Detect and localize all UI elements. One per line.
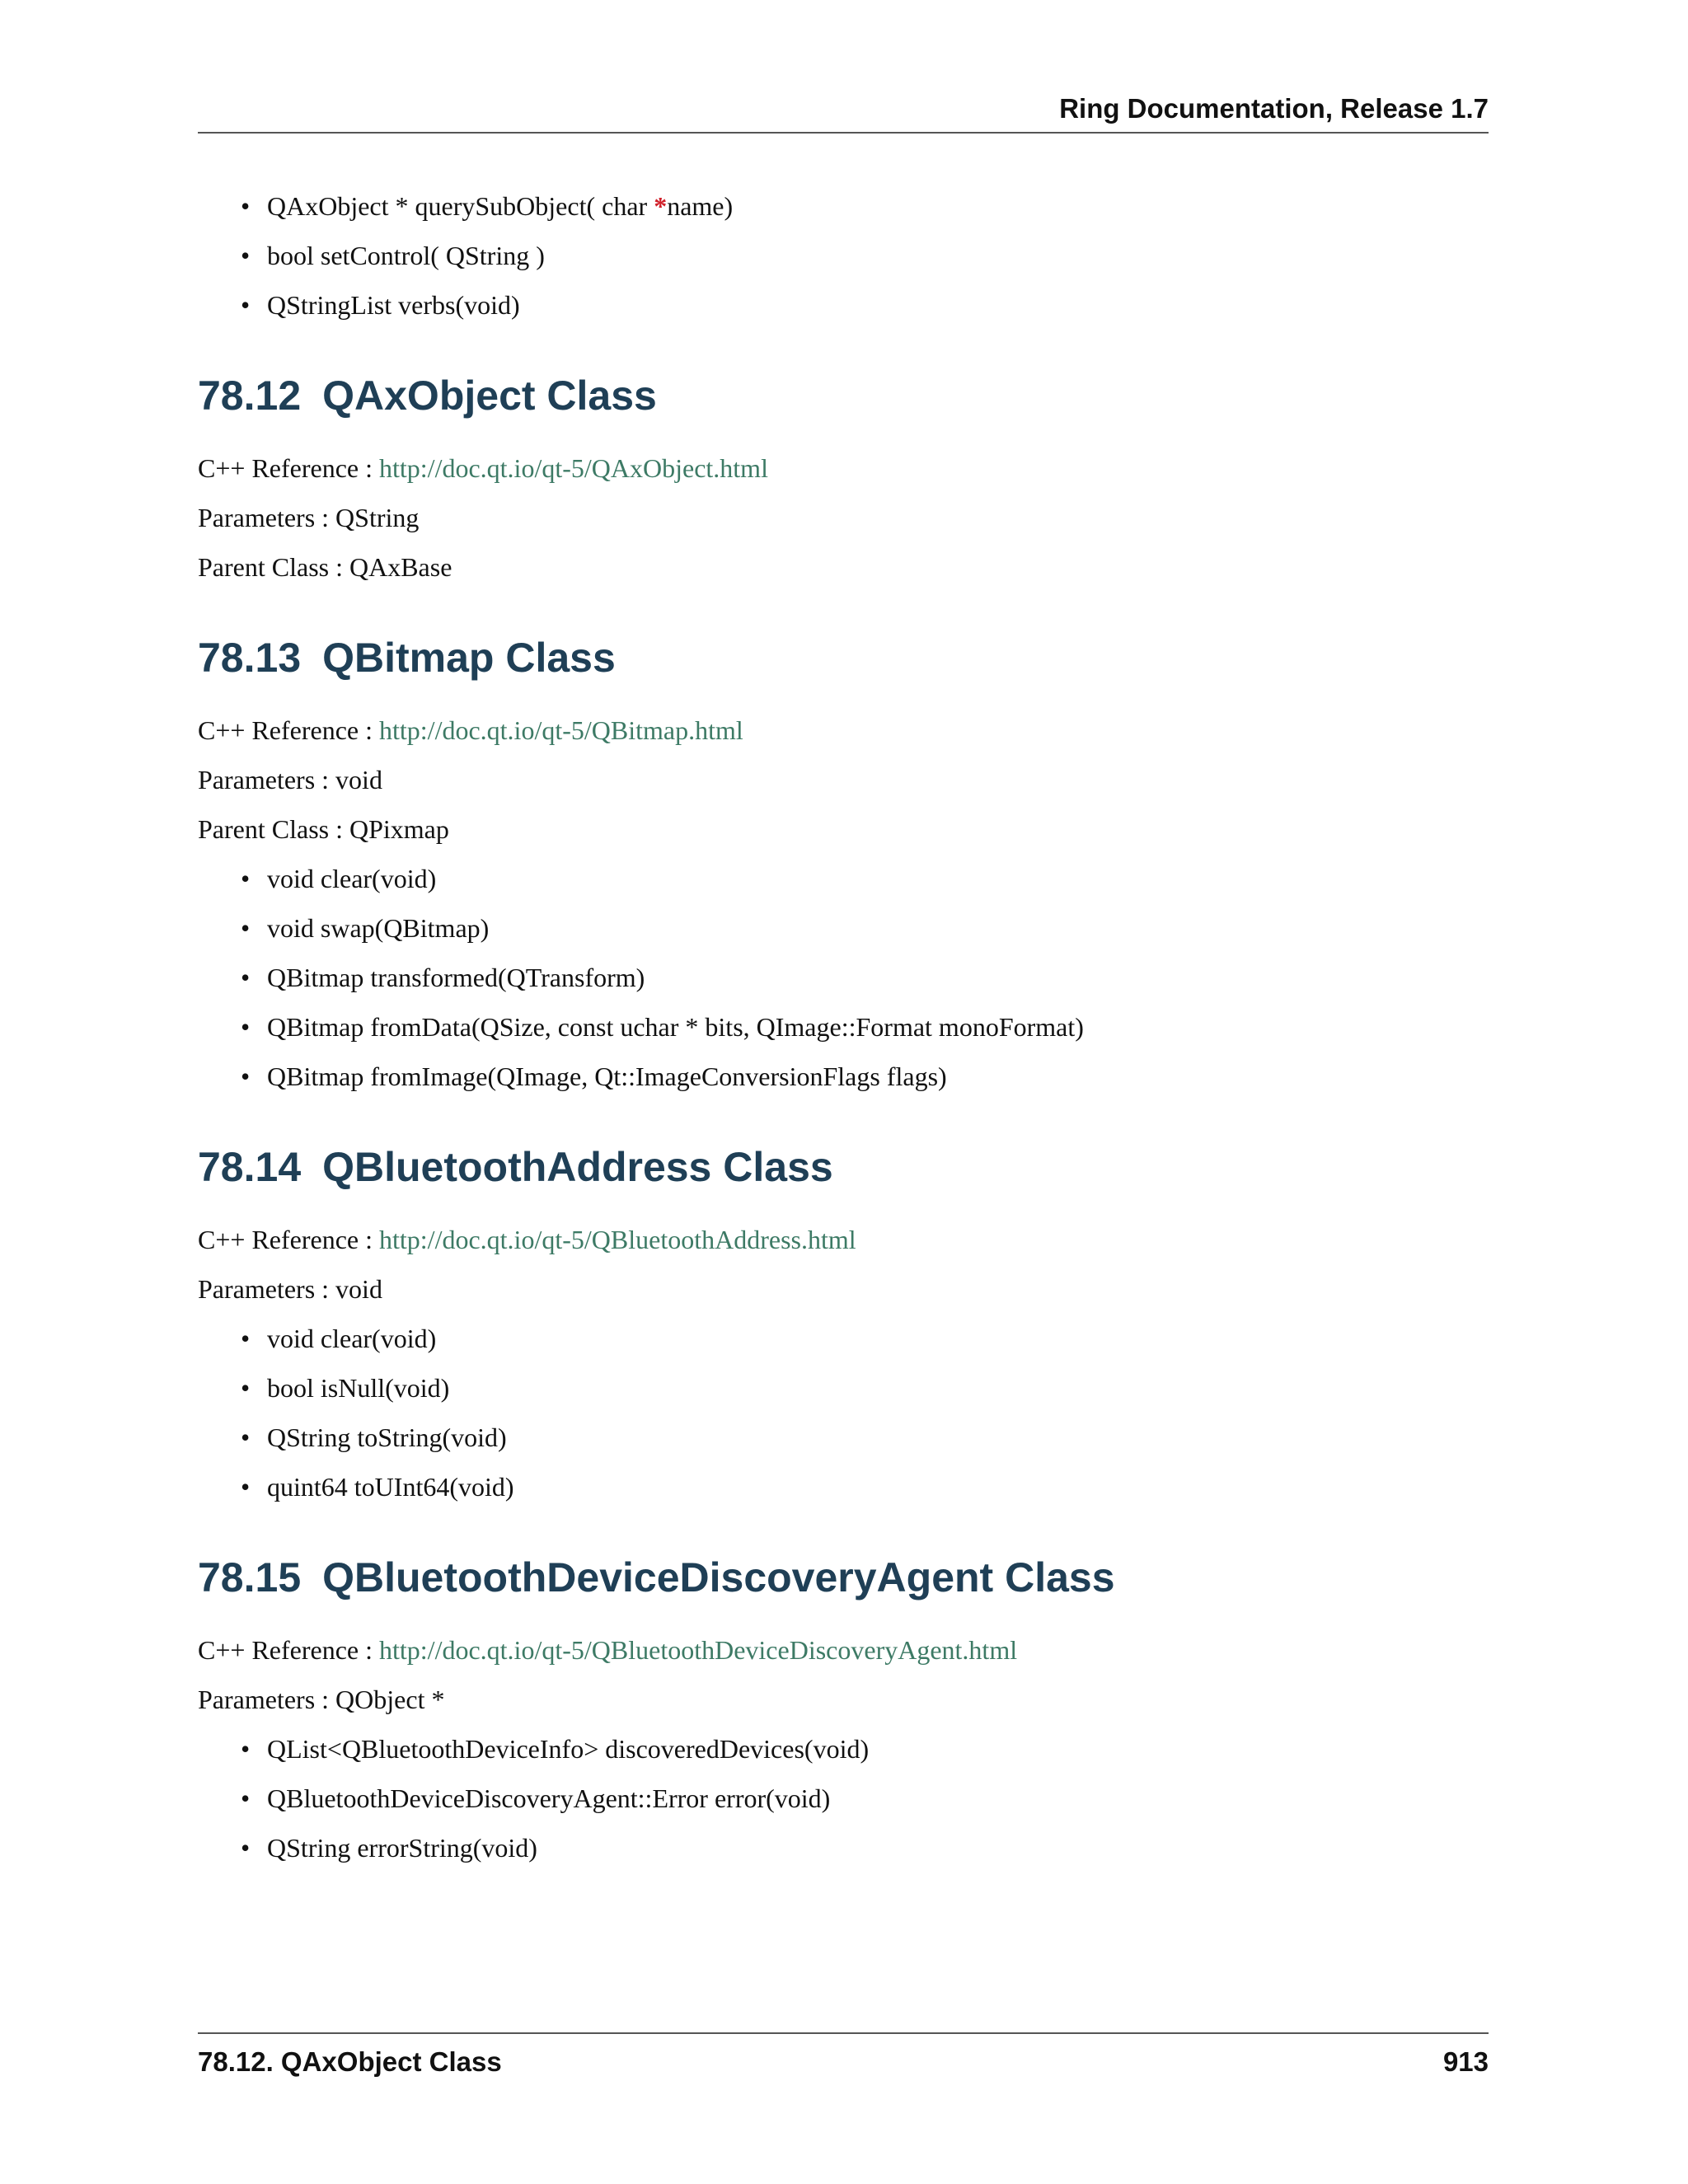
cpp-reference: C++ Reference : http://doc.qt.io/qt-5/QAxObject.html [198, 453, 768, 483]
bullet-icon: • [241, 963, 251, 992]
parameters-line: Parameters : QObject * [198, 1685, 445, 1714]
cpp-reference: C++ Reference : http://doc.qt.io/qt-5/QBluetoothDeviceDiscoveryAgent.html [198, 1635, 1018, 1665]
cpp-reference: C++ Reference : http://doc.qt.io/qt-5/QBluetoothAddress.html [198, 1225, 856, 1254]
bullet-icon: • [241, 1833, 251, 1863]
list-item: • QString toString(void) [241, 1422, 507, 1452]
page-number: 913 [1442, 2046, 1489, 2077]
list-item: • quint64 toUInt64(void) [241, 1472, 514, 1502]
reference-link[interactable]: http://doc.qt.io/qt-5/QBitmap.html [379, 715, 743, 745]
bullet-icon: • [241, 864, 251, 893]
footer-section-title: 78.12. QAxObject Class [198, 2046, 502, 2077]
list-item: • void swap(QBitmap) [241, 913, 490, 943]
parameters-line: Parameters : void [198, 1274, 382, 1304]
header-title: Ring Documentation, Release 1.7 [1059, 93, 1489, 124]
list-item: • QBitmap transformed(QTransform) [241, 963, 645, 992]
page-content [198, 190, 1489, 1881]
bullet-icon: • [241, 1422, 251, 1452]
method-list [198, 1322, 1489, 1520]
cpp-reference: C++ Reference : http://doc.qt.io/qt-5/QBitmap.html [198, 715, 743, 745]
bullet-icon: • [241, 1472, 251, 1502]
bullet-icon: • [241, 241, 251, 270]
page-header [198, 92, 1489, 134]
section-heading: 78.13 QBitmap Class [198, 635, 616, 681]
list-item: • QString errorString(void) [241, 1833, 537, 1863]
bullet-icon: • [241, 290, 251, 320]
list-item: • QBitmap fromImage(QImage, Qt::ImageConversionFlags flags) [241, 1062, 947, 1091]
method-list [198, 862, 1489, 1109]
section-heading: 78.12 QAxObject Class [198, 373, 657, 419]
bullet-icon: • [241, 913, 251, 943]
intro-method-list [198, 190, 1489, 338]
bullet-icon: • [241, 191, 251, 221]
method-list [198, 1732, 1489, 1881]
bullet-icon: • [241, 1324, 251, 1353]
list-item: • QBluetoothDeviceDiscoveryAgent::Error error(void) [241, 1783, 831, 1813]
bullet-icon: • [241, 1373, 251, 1403]
reference-link[interactable]: http://doc.qt.io/qt-5/QBluetoothDeviceDiscoveryAgent.html [379, 1635, 1018, 1665]
list-item: • bool isNull(void) [241, 1373, 450, 1403]
bullet-icon: • [241, 1012, 251, 1042]
list-item: • QBitmap fromData(QSize, const uchar * bits, QImage::Format monoFormat) [241, 1012, 1084, 1042]
section-78-15 [198, 1553, 1489, 1881]
bullet-icon: • [241, 1783, 251, 1813]
reference-link[interactable]: http://doc.qt.io/qt-5/QAxObject.html [379, 453, 768, 483]
section-78-14 [198, 1142, 1489, 1520]
section-heading: 78.14 QBluetoothAddress Class [198, 1144, 833, 1190]
section-78-13 [198, 633, 1489, 1109]
parameters-line: Parameters : QString [198, 503, 420, 532]
list-item: • void clear(void) [241, 864, 437, 893]
list-item: • void clear(void) [241, 1324, 437, 1353]
parent-class-line: Parent Class : QPixmap [198, 814, 449, 844]
list-item: • QAxObject * querySubObject( char *name) [241, 191, 734, 221]
parameters-line: Parameters : void [198, 765, 382, 794]
bullet-icon: • [241, 1734, 251, 1764]
reference-link[interactable]: http://doc.qt.io/qt-5/QBluetoothAddress.html [379, 1225, 856, 1254]
page-footer [198, 2032, 1489, 2083]
list-item: • QList<QBluetoothDeviceInfo> discoveredDevices(void) [241, 1734, 870, 1764]
document-page [198, 0, 1489, 2184]
list-item: • bool setControl( QString ) [241, 241, 545, 270]
bullet-icon: • [241, 1062, 251, 1091]
list-item: • QStringList verbs(void) [241, 290, 520, 320]
section-78-12 [198, 371, 1489, 600]
parent-class-line: Parent Class : QAxBase [198, 552, 452, 582]
section-heading: 78.15 QBluetoothDeviceDiscoveryAgent Class [198, 1554, 1115, 1601]
